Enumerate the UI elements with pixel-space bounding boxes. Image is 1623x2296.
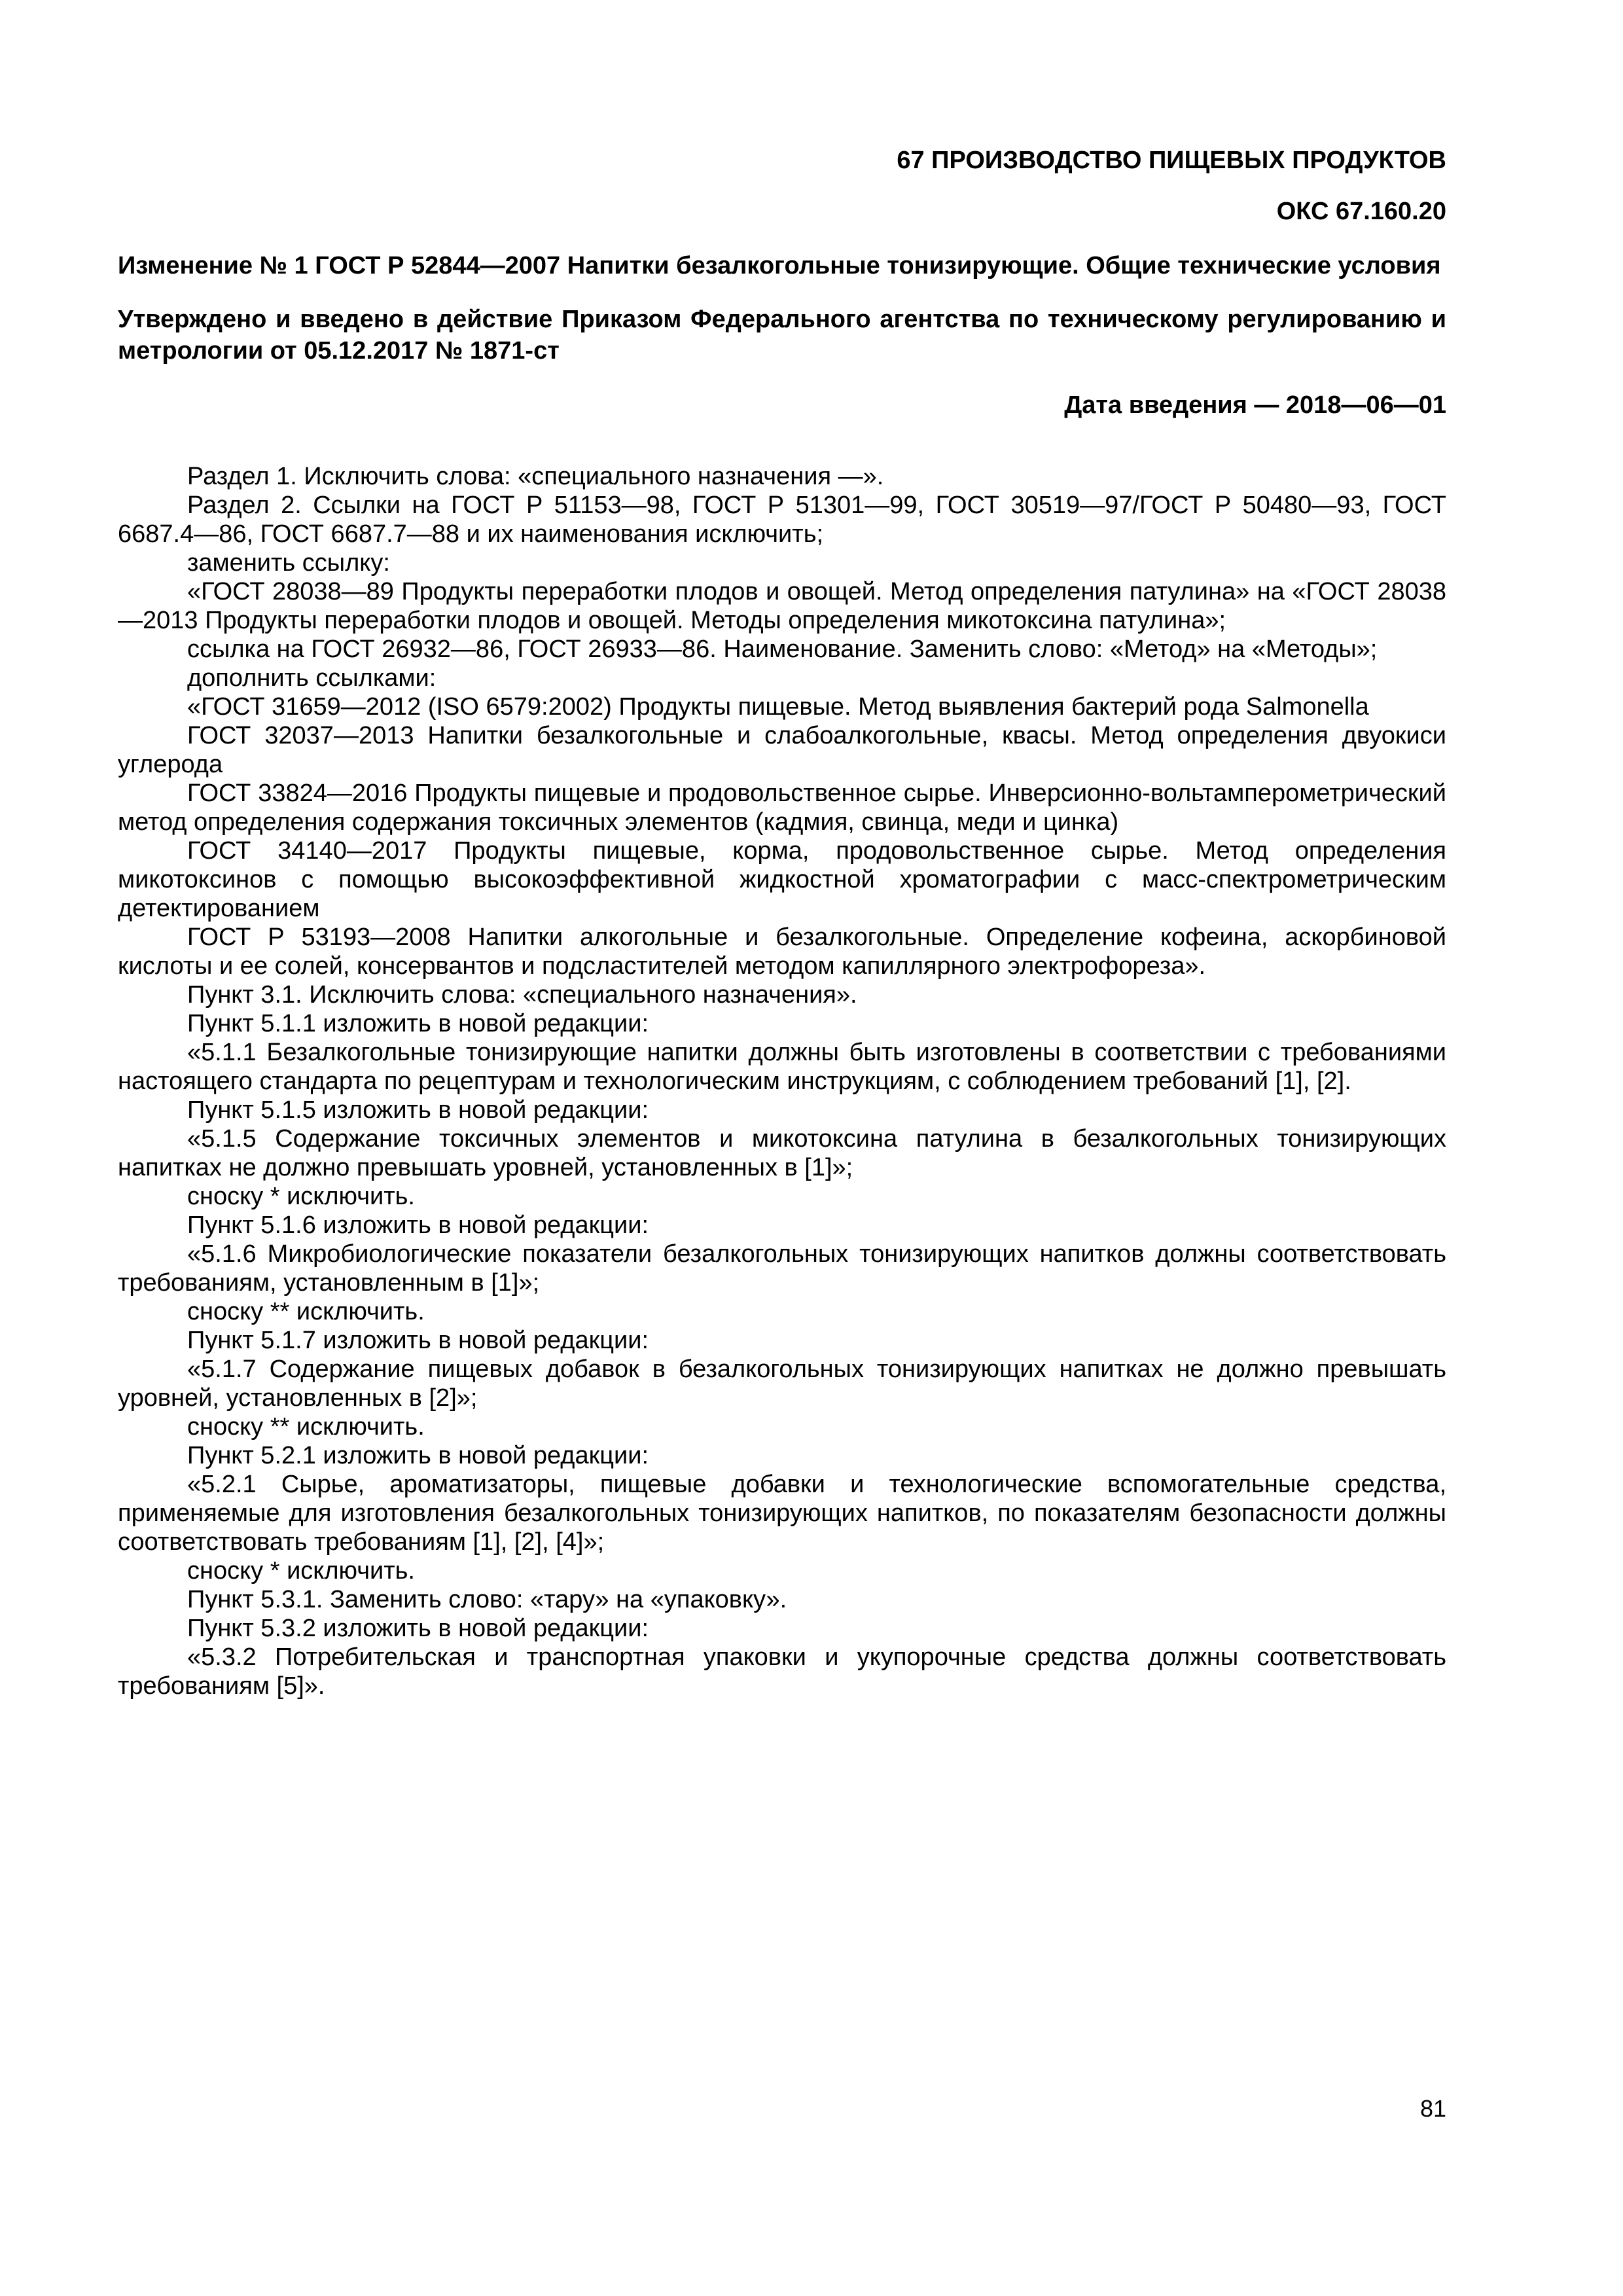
body-paragraph: «ГОСТ 28038—89 Продукты переработки плодов и овощей. Метод определения патулина» на «ГОСТ 28038—2013 Продукты переработки плодов и овощей. Методы определения микотоксина патулина»; xyxy=(118,578,1446,634)
body-paragraph: сноску * исключить. xyxy=(187,1557,415,1585)
body-paragraph: дополнить ссылками: xyxy=(187,664,437,692)
body-paragraph: сноску ** исключить. xyxy=(187,1298,425,1325)
section-heading: 67 ПРОИЗВОДСТВО ПИЩЕВЫХ ПРОДУКТОВ xyxy=(897,147,1446,174)
body-paragraph: ссылка на ГОСТ 26932—86, ГОСТ 26933—86. Наименование. Заменить слово: «Метод» на «Методы»; xyxy=(187,636,1378,663)
body-paragraph: сноску * исключить. xyxy=(187,1183,415,1210)
body-paragraph: сноску ** исключить. xyxy=(187,1413,425,1441)
body-paragraph: «ГОСТ 31659—2012 (ISO 6579:2002) Продукты пищевые. Метод выявления бактерий рода Salmonella xyxy=(187,693,1369,721)
body-paragraph: Пункт 3.1. Исключить слова: «специального назначения». xyxy=(187,981,857,1009)
body-paragraph: ГОСТ 33824—2016 Продукты пищевые и продовольственное сырье. Инверсионно-вольтамперометрический метод определения содержания токсичных элементов (кадмия, свинца, меди и цинка) xyxy=(118,780,1446,836)
amendment-title: Изменение № 1 ГОСТ Р 52844—2007 Напитки безалкогольные тонизирующие. Общие техничеcкие условия xyxy=(118,252,1441,279)
body-paragraph: Раздел 2. Ссылки на ГОСТ Р 51153—98, ГОСТ Р 51301—99, ГОСТ 30519—97/ГОСТ Р 50480—93, ГОСТ 6687.4—86, ГОСТ 6687.7—88 и их наименования исключить; xyxy=(118,492,1446,548)
body-paragraph: ГОСТ 32037—2013 Напитки безалкогольные и слабоалкогольные, квасы. Метод определения двуокиси углерода xyxy=(118,722,1446,778)
body-paragraph: ГОСТ 34140—2017 Продукты пищевые, корма, продовольственное сырье. Метод определения микотоксинов с помощью высокоэффективной жидкостной хроматографии с масс-спектрометрическим детектированием xyxy=(118,837,1446,922)
document-page xyxy=(118,144,1446,1700)
body-paragraph: Пункт 5.2.1 изложить в новой редакции: xyxy=(187,1442,649,1469)
page-number: 81 xyxy=(1419,2095,1446,2122)
body-paragraph: Пункт 5.3.2 изложить в новой редакции: xyxy=(187,1615,649,1642)
approval-statement: Утверждено и введено в действие Приказом Федерального агентства по техническому регулированию и метрологии от 05.12.2017 № 1871-ст xyxy=(118,306,1446,365)
body-paragraph: Пункт 5.1.7 изложить в новой редакции: xyxy=(187,1327,649,1354)
amendment-body xyxy=(118,462,1446,1700)
body-paragraph: Раздел 1. Исключить слова: «специального назначения —». xyxy=(187,463,884,490)
body-paragraph: Пункт 5.3.1. Заменить слово: «тару» на «упаковку». xyxy=(187,1586,787,1613)
body-paragraph: «5.3.2 Потребительская и транспортная упаковки и укупорочные средства должны соответствовать требованиям [5]». xyxy=(118,1643,1446,1700)
oks-code: ОКС 67.160.20 xyxy=(1276,198,1446,225)
body-paragraph: «5.1.5 Содержание токсичных элементов и микотоксина патулина в безалкогольных тонизирующих напитках не должно превышать уровней, установленных в [1]»; xyxy=(118,1125,1446,1181)
body-paragraph: ГОСТ Р 53193—2008 Напитки алкогольные и безалкогольные. Определение кофеина, аскорбиновой кислоты и ее солей, консервантов и подсластителей методом капиллярного электрофореза». xyxy=(118,924,1446,980)
body-paragraph: заменить ссылку: xyxy=(187,549,390,577)
body-paragraph: «5.1.7 Содержание пищевых добавок в безалкогольных тонизирующих напитках не должно превышать уровней, установленных в [2]»; xyxy=(118,1355,1446,1412)
effective-date: Дата введения — 2018—06—01 xyxy=(1064,391,1446,419)
body-paragraph: Пункт 5.1.6 изложить в новой редакции: xyxy=(187,1211,649,1239)
body-paragraph: «5.1.1 Безалкогольные тонизирующие напитки должны быть изготовлены в соответствии с требованиями настоящего стандарта по рецептурам и технологическим инструкциям, с соблюдением требований [1], [2]. xyxy=(118,1039,1446,1095)
body-paragraph: Пункт 5.1.5 изложить в новой редакции: xyxy=(187,1096,649,1124)
body-paragraph: «5.1.6 Микробиологические показатели безалкогольных тонизирующих напитков должны соответствовать требованиям, установленным в [1]»; xyxy=(118,1240,1446,1297)
body-paragraph: «5.2.1 Сырье, ароматизаторы, пищевые добавки и технологические вспомогательные средства, применяемые для изготовления безалкогольных тонизирующих напитков, по показателям безопасности должны соответствовать требованиям [1], [2], [4]»; xyxy=(118,1471,1446,1556)
body-paragraph: Пункт 5.1.1 изложить в новой редакции: xyxy=(187,1010,649,1037)
